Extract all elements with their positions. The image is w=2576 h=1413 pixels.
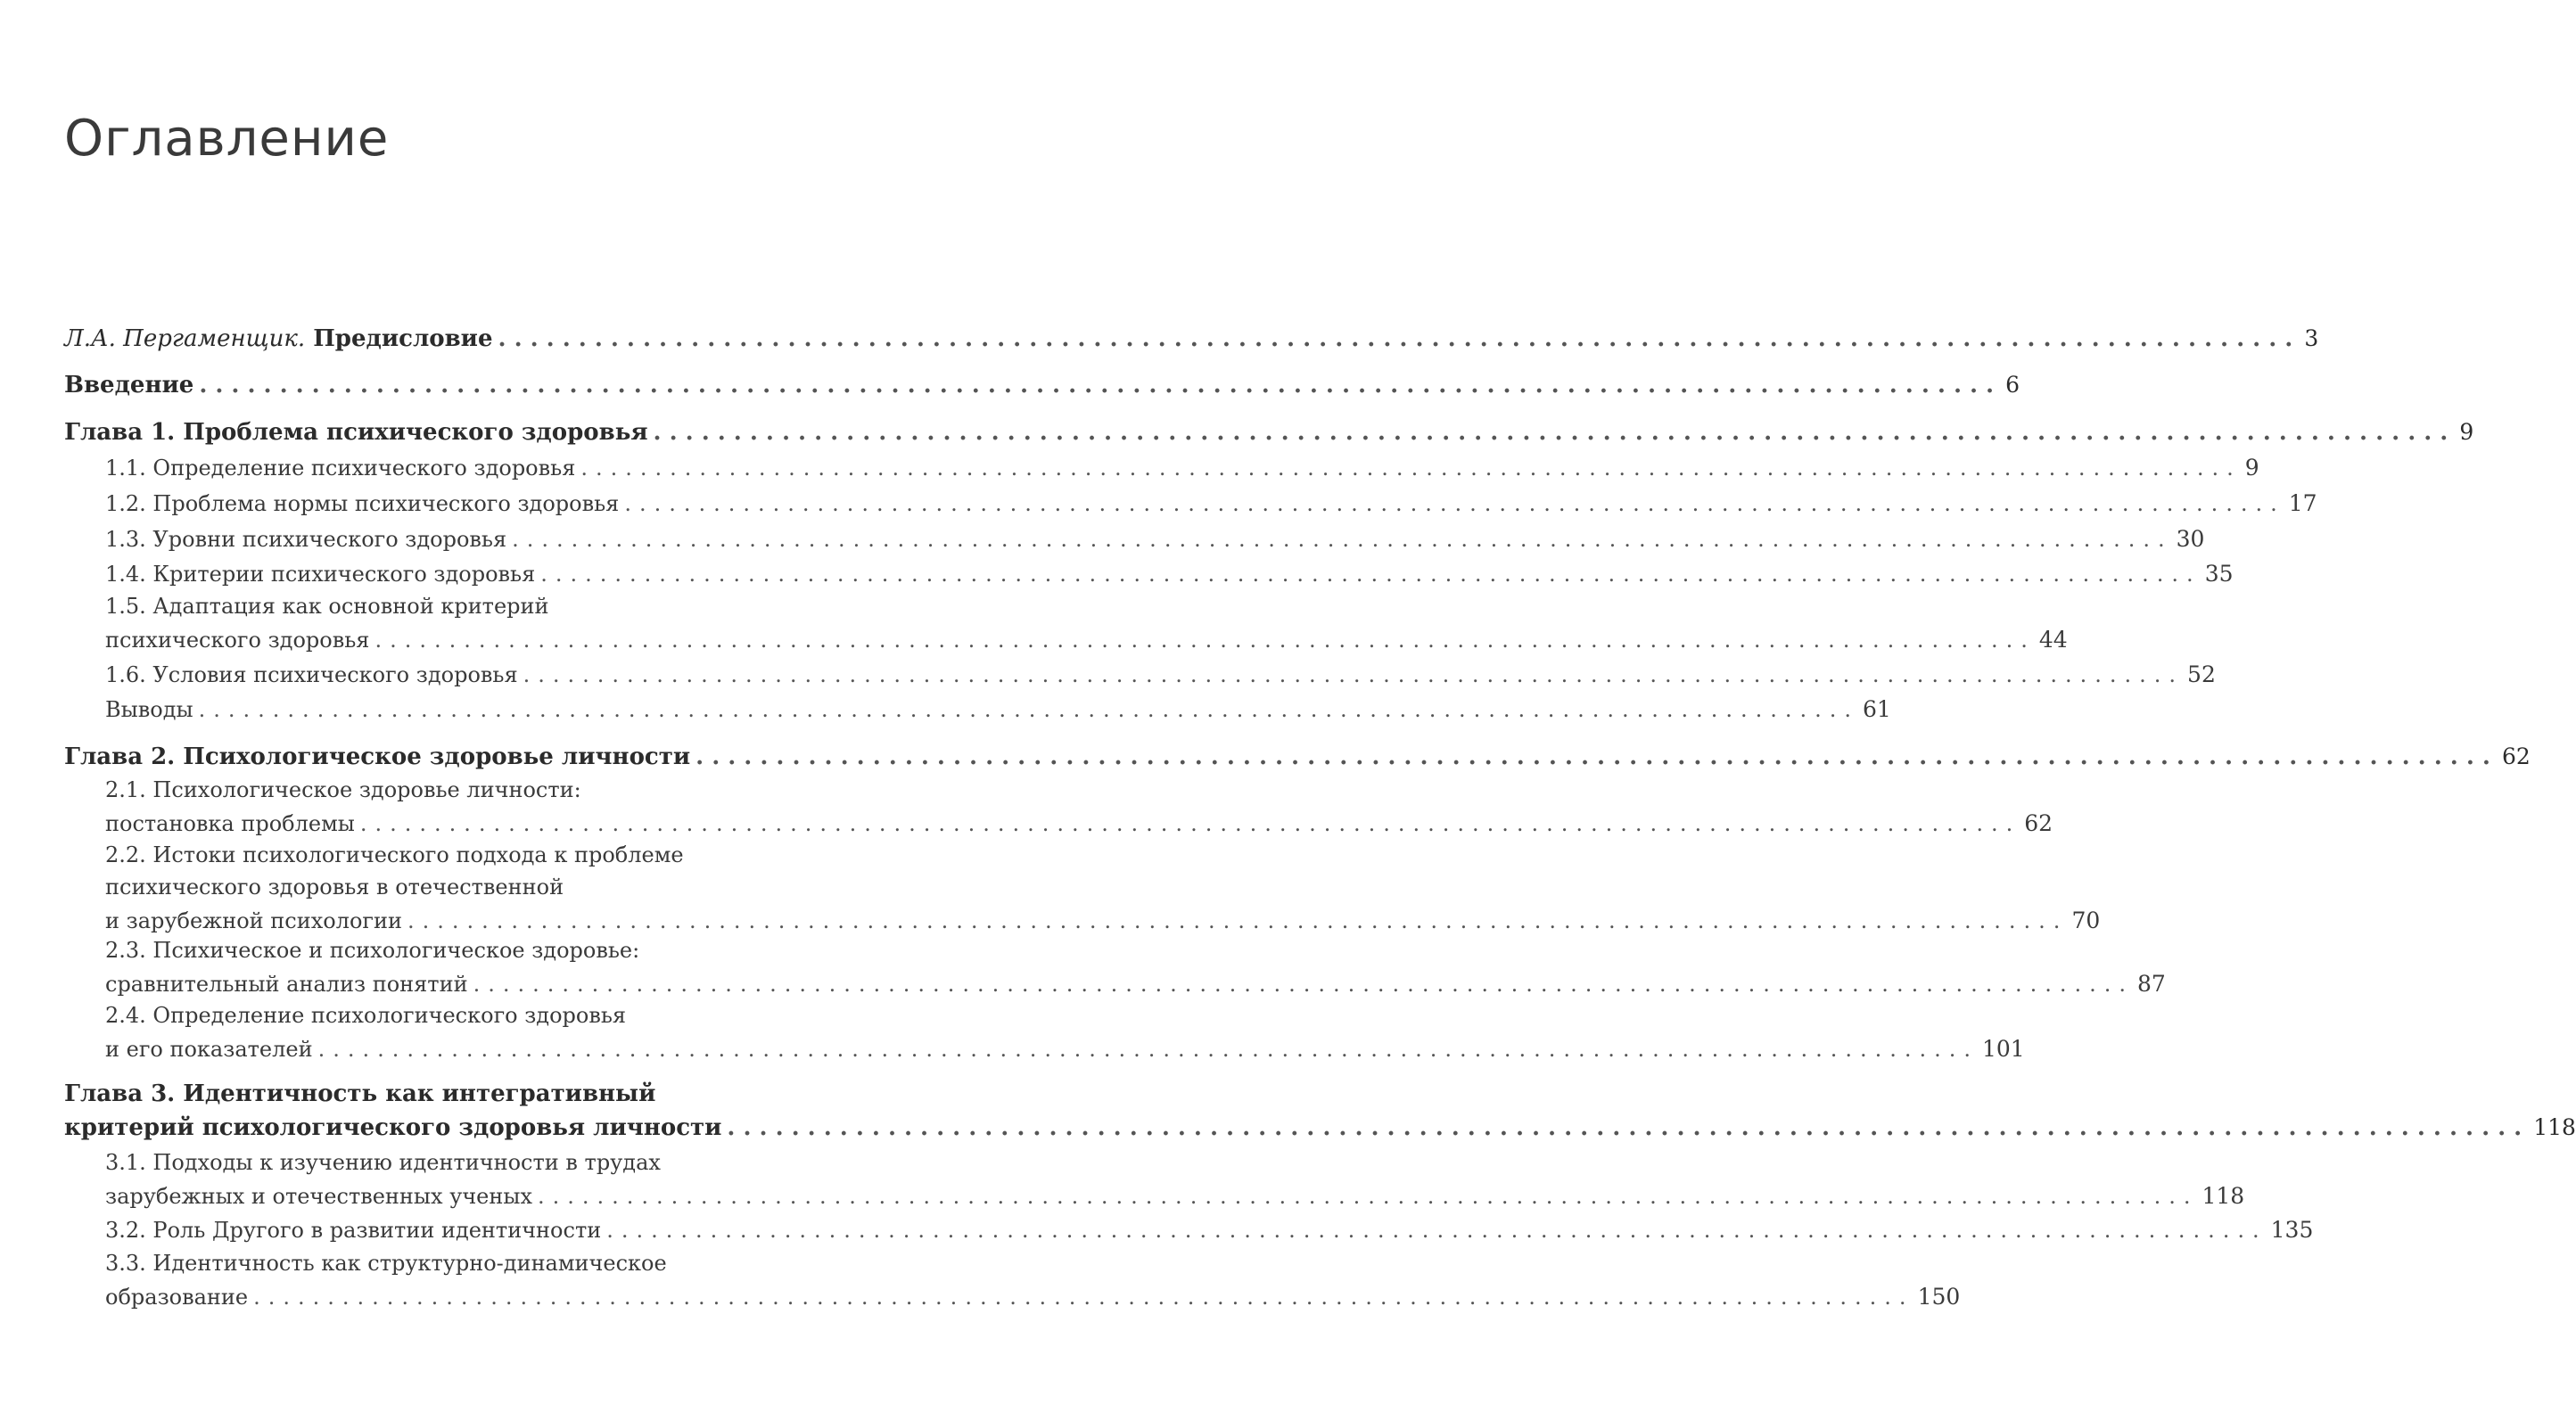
dot-leader: ................................................................................................................	[498, 325, 2301, 352]
dot-leader: ................................................................................................................	[653, 419, 2457, 446]
section-title: 3.1. Подходы к изучению идентичности в трудах	[105, 1150, 661, 1175]
toc-entry-section-3-1[interactable]	[105, 1146, 2245, 1214]
dot-leader: ................................................................................................................	[727, 1114, 2531, 1141]
chapter-title-continued: критерий психологического здоровья личности	[64, 1114, 722, 1141]
toc-entry-chapter-1[interactable]	[64, 415, 2474, 450]
section-title: 2.3. Психическое и психологическое здоровье:	[105, 938, 640, 963]
section-title-continued: постановка проблемы	[105, 811, 355, 836]
dot-leader: ................................................................................................................	[359, 811, 2021, 836]
section-title: 1.5. Адаптация как основной критерий	[105, 594, 549, 619]
section-title: Выводы	[105, 697, 193, 722]
section-title-continued: и его показателей	[105, 1037, 313, 1062]
toc-entry-section-2-2[interactable]	[105, 839, 2101, 939]
section-title: 2.1. Психологическое здоровье личности:	[105, 777, 581, 802]
page-title: Оглавление	[64, 110, 390, 168]
section-title: 1.2. Проблема нормы психического здоровья	[105, 491, 620, 516]
dot-leader: ................................................................................................................	[540, 562, 2202, 587]
section-title: 1.1. Определение психического здоровья	[105, 456, 576, 481]
section-title-continued: и зарубежной психологии	[105, 908, 402, 933]
preface-title: Предисловие	[313, 325, 493, 352]
toc-entry-intro[interactable]	[64, 367, 2020, 403]
dot-leader: ................................................................................................................	[374, 628, 2036, 653]
dot-leader: ................................................................................................................	[606, 1218, 2267, 1243]
section-title: 1.4. Критерии психического здоровья	[105, 562, 536, 587]
section-title: 3.3. Идентичность как структурно-динамическое	[105, 1251, 667, 1276]
toc-entry-conclusions[interactable]	[105, 692, 1891, 727]
page-number: 52	[2187, 661, 2216, 687]
section-title-continued: зарубежных и отечественных ученых	[105, 1184, 533, 1209]
page-number: 9	[2459, 419, 2474, 445]
page-number: 61	[1863, 696, 1891, 722]
chapter-title: Глава 1. Проблема психического здоровья	[64, 419, 648, 446]
section-title: 2.2. Истоки психологического подхода к проблеме	[105, 842, 684, 867]
section-title: 3.2. Роль Другого в развитии идентичности	[105, 1218, 602, 1243]
dot-leader: ................................................................................................................	[407, 908, 2069, 933]
dot-leader: ................................................................................................................	[198, 697, 1860, 722]
dot-leader: ................................................................................................................	[199, 372, 2003, 398]
toc-entry-section-1-1[interactable]	[105, 450, 2259, 486]
section-title-continued: психического здоровья в отечественной	[105, 875, 564, 900]
section-title: 2.4. Определение психологического здоровья	[105, 1003, 627, 1028]
intro-title: Введение	[64, 372, 194, 398]
page-number: 118	[2202, 1183, 2245, 1209]
dot-leader: ................................................................................................................	[580, 456, 2242, 481]
page-number: 9	[2244, 455, 2259, 481]
dot-leader: ................................................................................................................	[317, 1037, 1979, 1062]
page-number: 44	[2038, 627, 2068, 653]
toc-entry-section-2-4[interactable]	[105, 999, 2025, 1067]
dot-leader: ................................................................................................................	[512, 527, 2173, 552]
dot-leader: ................................................................................................................	[473, 972, 2134, 997]
toc-entry-section-1-2[interactable]	[105, 486, 2317, 522]
dot-leader: ................................................................................................................	[695, 743, 2498, 770]
section-title-continued: сравнительный анализ понятий	[105, 972, 468, 997]
page-number: 3	[2304, 325, 2319, 351]
dot-leader: ................................................................................................................	[253, 1285, 1914, 1310]
dot-leader: ................................................................................................................	[624, 491, 2285, 516]
dot-leader: ................................................................................................................	[538, 1184, 2199, 1209]
section-title-continued: психического здоровья	[105, 628, 370, 653]
toc-entry-section-1-3[interactable]	[105, 522, 2205, 557]
page-number: 118	[2533, 1114, 2576, 1140]
toc-entry-section-2-1[interactable]	[105, 774, 2053, 842]
toc-entry-preface[interactable]	[64, 321, 2319, 357]
toc-entry-chapter-3[interactable]	[64, 1078, 2576, 1146]
toc-entry-section-1-4[interactable]	[105, 556, 2234, 592]
page-number: 135	[2270, 1217, 2314, 1243]
toc-entry-section-1-5[interactable]	[105, 590, 2068, 658]
page-number: 87	[2137, 971, 2166, 997]
dot-leader: ................................................................................................................	[523, 662, 2185, 687]
page-number: 30	[2176, 526, 2205, 552]
chapter-title: Глава 3. Идентичность как интегративный	[64, 1080, 656, 1107]
section-title: 1.3. Уровни психического здоровья	[105, 527, 507, 552]
page-number: 150	[1917, 1284, 1961, 1310]
toc-entry-section-3-2[interactable]	[105, 1212, 2314, 1248]
page-number: 62	[2501, 743, 2531, 769]
page-number: 6	[2005, 372, 2020, 398]
page-number: 62	[2024, 810, 2053, 836]
section-title: 1.6. Условия психического здоровья	[105, 662, 518, 687]
page-number: 70	[2071, 908, 2101, 933]
toc-entry-chapter-2[interactable]	[64, 739, 2531, 775]
toc-entry-section-3-3[interactable]	[105, 1247, 1961, 1315]
preface-author: Л.А. Пергаменщик.	[64, 325, 306, 352]
page-number: 17	[2288, 490, 2317, 516]
page-number: 35	[2204, 561, 2234, 587]
toc-entry-section-1-6[interactable]	[105, 657, 2216, 693]
section-title-continued: образование	[105, 1285, 249, 1310]
page-number: 101	[1982, 1036, 2025, 1062]
toc-entry-section-2-3[interactable]	[105, 934, 2166, 1002]
chapter-title: Глава 2. Психологическое здоровье личности	[64, 743, 691, 770]
